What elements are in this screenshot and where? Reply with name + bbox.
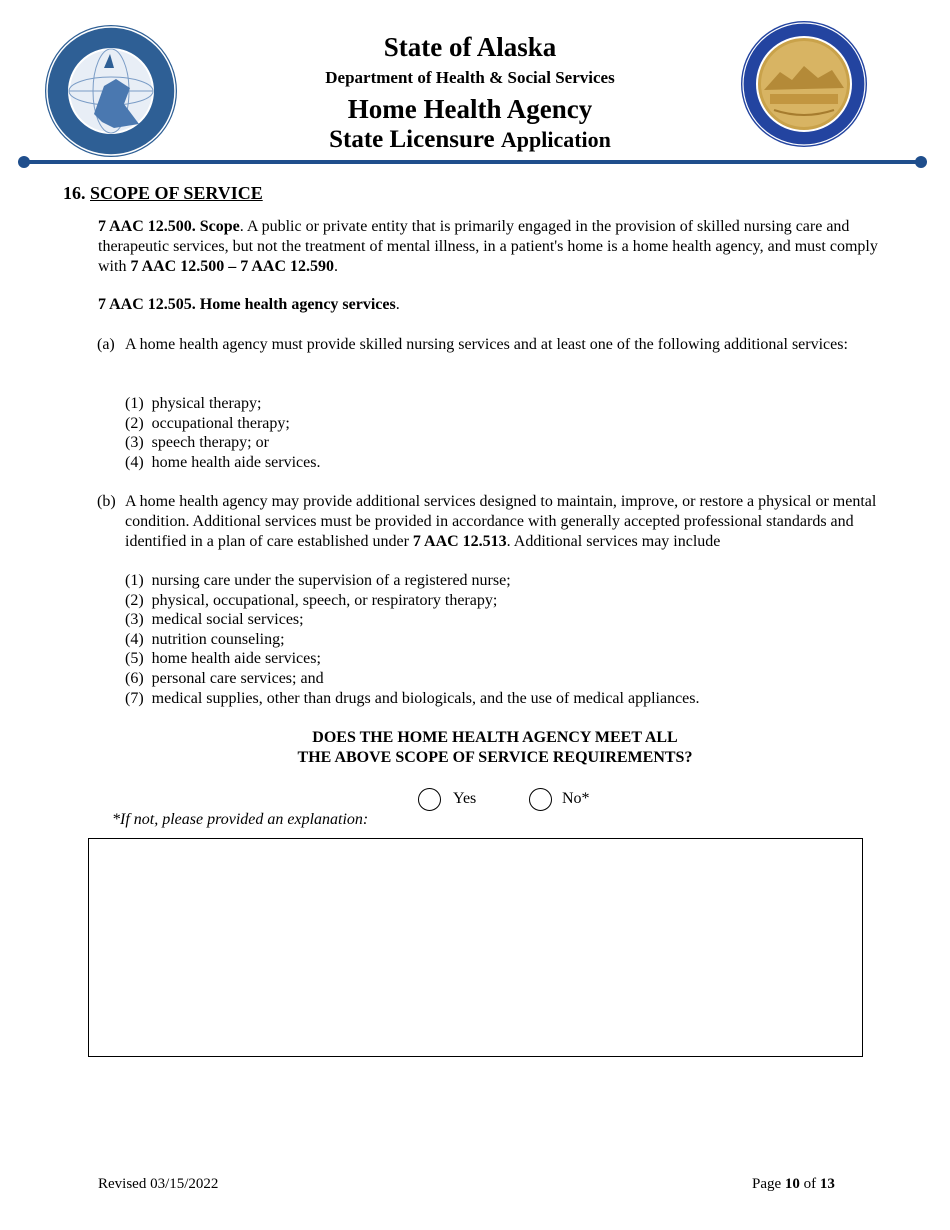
- list-item-text: home health aide services;: [151, 650, 321, 667]
- revised-date: Revised 03/15/2022: [98, 1176, 219, 1192]
- services-ref-end: .: [395, 296, 400, 313]
- page-total: 13: [819, 1176, 835, 1192]
- list-item-text: physical, occupational, speech, or respiratory therapy;: [151, 592, 498, 609]
- list-item-number: (4): [125, 631, 144, 648]
- list-item-text: physical therapy;: [151, 395, 262, 412]
- list-item-text: medical supplies, other than drugs and biologicals, and the use of medical appliances.: [151, 690, 700, 707]
- scope-ref-range: 7 AAC 12.500 – 7 AAC 12.590: [130, 258, 335, 275]
- header-department: Department of Health & Social Services: [325, 68, 615, 87]
- list-item-text: nursing care under the supervision of a registered nurse;: [151, 572, 511, 589]
- list-item: [125, 433, 269, 453]
- state-seal-logo: [740, 20, 868, 148]
- list-item-number: (3): [125, 434, 144, 451]
- part-b-text-b: . Additional services may include: [506, 533, 721, 550]
- scope-text-a: . A public or private entity that is primarily engaged in the provision of skilled nursing care and therapeutic services, but not the treatment of mental illness, in a patient's home is a home health agency, and must comply with: [98, 218, 878, 275]
- dhss-seal-logo: [44, 24, 178, 158]
- list-item-number: (1): [125, 572, 144, 589]
- list-item: [125, 414, 290, 434]
- page-current: 10: [784, 1176, 800, 1192]
- list-item-number: (4): [125, 454, 144, 471]
- part-a-text: A home health agency must provide skilled nursing services and at least one of the following additional services:: [125, 336, 848, 353]
- part-b-ref: 7 AAC 12.513: [412, 533, 507, 550]
- header-divider-right-dot: [915, 156, 927, 168]
- scope-paragraph: [98, 217, 888, 277]
- explanation-note: *If not, please provided an explanation:: [112, 811, 369, 828]
- question-line-1: DOES THE HOME HEALTH AGENCY MEET ALL: [312, 729, 678, 746]
- list-item-text: occupational therapy;: [151, 415, 290, 432]
- explanation-textbox[interactable]: [88, 838, 863, 1057]
- list-item-text: medical social services;: [151, 611, 304, 628]
- list-item: [125, 571, 511, 591]
- no-radio[interactable]: [529, 788, 552, 811]
- list-item: [125, 453, 320, 473]
- part-b-text: [125, 492, 880, 552]
- list-item-number: (2): [125, 415, 144, 432]
- list-item-text: home health aide services.: [151, 454, 321, 471]
- scope-text-b: .: [334, 258, 339, 275]
- list-item-number: (1): [125, 395, 144, 412]
- list-item: [125, 591, 497, 611]
- section-number: 16.: [63, 183, 86, 203]
- page-prefix: Page: [752, 1176, 785, 1192]
- header-divider: [22, 160, 922, 164]
- scope-ref: 7 AAC 12.500. Scope: [98, 218, 240, 235]
- list-item: [125, 689, 700, 709]
- list-item-number: (3): [125, 611, 144, 628]
- list-item-number: (7): [125, 690, 144, 707]
- list-item-text: personal care services; and: [151, 670, 324, 687]
- list-item-number: (5): [125, 650, 144, 667]
- part-b-label: (b): [97, 493, 116, 510]
- services-ref: 7 AAC 12.505. Home health agency services: [98, 296, 396, 313]
- part-b-text-a: A home health agency may provide additional services designed to maintain, improve, or restore a physical or mental condition. Additional services must be provided in accordance with generally accepted professional standards and identified in a plan of care established under: [125, 493, 877, 550]
- list-item: [125, 649, 321, 669]
- services-heading: [98, 295, 888, 315]
- header-application-title: [250, 126, 690, 154]
- header-divider-left-dot: [18, 156, 30, 168]
- list-item: [125, 394, 261, 414]
- section-title-text: SCOPE OF SERVICE: [90, 183, 263, 203]
- header-licensure: State Licensure: [329, 126, 495, 153]
- part-a-label: (a): [97, 336, 115, 353]
- page-number: [752, 1176, 835, 1193]
- list-item: [125, 669, 324, 689]
- header-application: Application: [500, 127, 611, 152]
- no-label: No*: [562, 790, 590, 807]
- list-item-number: (6): [125, 670, 144, 687]
- yes-radio[interactable]: [418, 788, 441, 811]
- header-state-title: State of Alaska: [383, 32, 557, 62]
- list-item: [125, 610, 304, 630]
- list-item-number: (2): [125, 592, 144, 609]
- list-item-text: speech therapy; or: [151, 434, 269, 451]
- list-item-text: nutrition counseling;: [151, 631, 285, 648]
- page-of: of: [799, 1176, 820, 1192]
- yes-label: Yes: [453, 790, 477, 807]
- section-title: [63, 183, 263, 204]
- question-line-2: THE ABOVE SCOPE OF SERVICE REQUIREMENTS?: [297, 749, 693, 766]
- header-agency-title: Home Health Agency: [347, 94, 593, 124]
- list-item: [125, 630, 285, 650]
